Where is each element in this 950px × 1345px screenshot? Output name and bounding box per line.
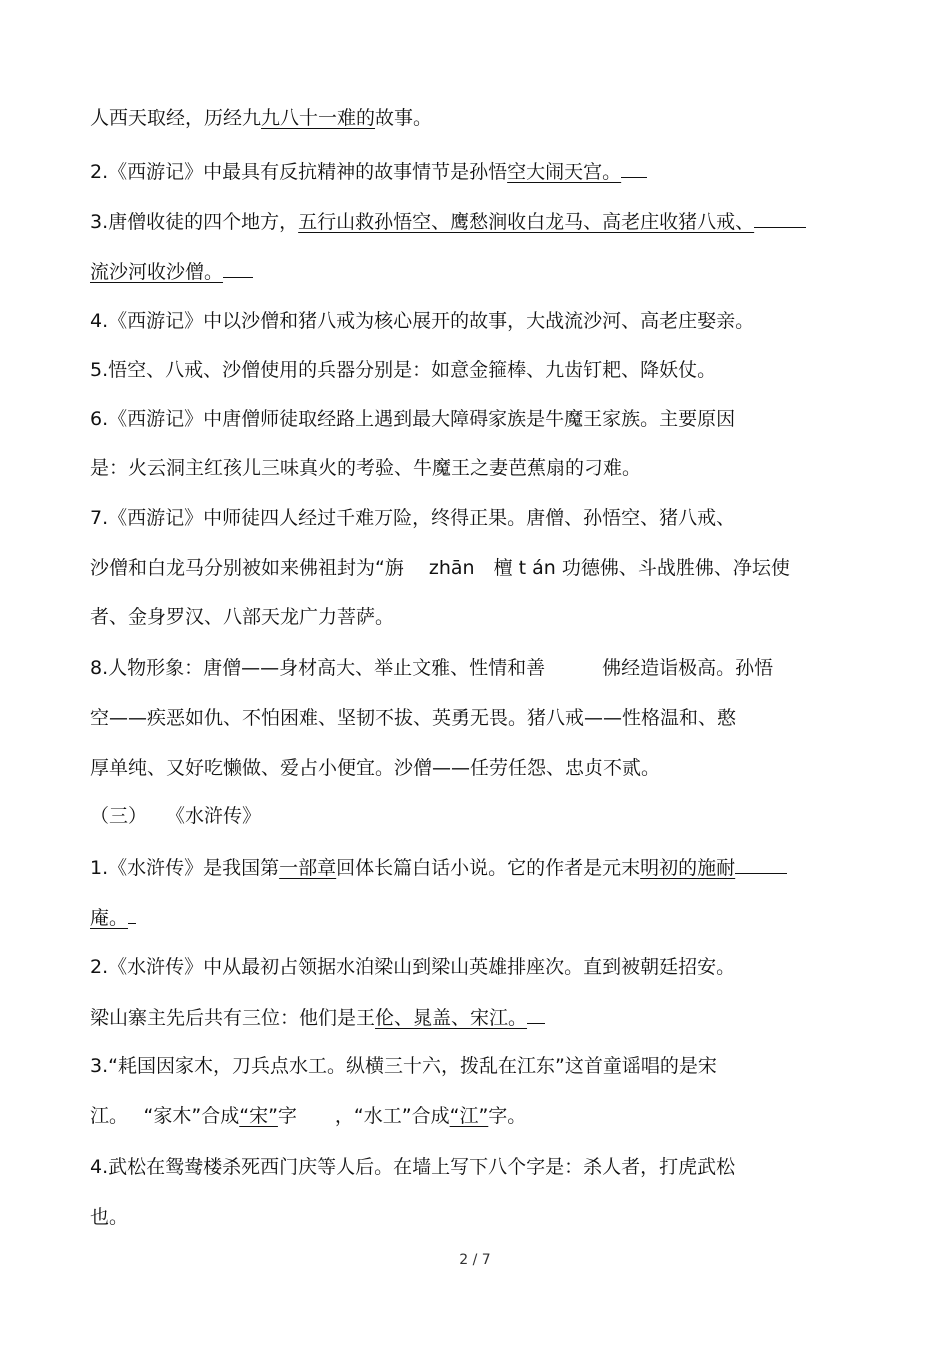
text-line: 梁山寨主先后共有三位：他们是王伦、晁盖、宋江。 [90,1003,545,1031]
text-line: 1.《水浒传》是我国第一部章回体长篇白话小说。它的作者是元末明初的施耐 [90,853,787,881]
text-line: 沙僧和白龙马分别被如来佛祖封为“旃 zhān 檀 t án 功德佛、斗战胜佛、净坛使 [90,557,790,579]
text-line: 厚单纯、又好吃懒做、爱占小便宜。沙僧——任劳任怨、忠贞不贰。 [90,757,661,779]
text-line: 5.悟空、八戒、沙僧使用的兵器分别是：如意金箍棒、九齿钉耙、降妖仗。 [90,359,717,381]
text-line: 江。 “家木”合成“宋”字 ，“水工”合成“江”字。 [90,1105,527,1127]
text-line: 流沙河收沙僧。 [90,257,253,285]
text-line: 2.《水浒传》中从最初占领据水泊梁山到梁山英雄排座次。直到被朝廷招安。 [90,956,736,978]
section-heading: （三） 《水浒传》 [90,805,262,827]
text-line: 2.《西游记》中最具有反抗精神的故事情节是孙悟空大闹天宫。 [90,157,647,185]
text-line: 4.武松在鸳鸯楼杀死西门庆等人后。在墙上写下八个字是：杀人者，打虎武松 [90,1156,736,1178]
text-line: 者、金身罗汉、八部天龙广力菩萨。 [90,606,395,628]
text-line: 4.《西游记》中以沙僧和猪八戒为核心展开的故事，大战流沙河、高老庄娶亲。 [90,310,755,332]
text-line: 6.《西游记》中唐僧师徒取经路上遇到最大障碍家族是牛魔王家族。主要原因 [90,408,736,430]
text-line: 是：火云洞主红孩儿三味真火的考验、牛魔王之妻芭蕉扇的刁难。 [90,457,642,479]
text-line: 3.“耗国因家木，刀兵点水工。纵横三十六，拨乱在江东”这首童谣唱的是宋 [90,1055,717,1077]
text-line: 3.唐僧收徒的四个地方，五行山救孙悟空、鹰愁涧收白龙马、高老庄收猪八戒、 [90,207,806,235]
text-line: 空——疾恶如仇、不怕困难、坚韧不拔、英勇无畏。猪八戒——性格温和、憨 [90,707,737,729]
page-number: 2 / 7 [459,1252,491,1268]
text-line: 人西天取经，历经九九八十一难的故事。 [90,107,433,129]
text-line: 8.人物形象：唐僧——身材高大、举止文雅、性情和善 佛经造诣极高。孙悟 [90,657,774,679]
text-line: 庵。 [90,903,136,931]
text-line: 7.《西游记》中师徒四人经过千难万险，终得正果。唐僧、孙悟空、猪八戒、 [90,507,736,529]
text-line: 也。 [90,1206,129,1228]
